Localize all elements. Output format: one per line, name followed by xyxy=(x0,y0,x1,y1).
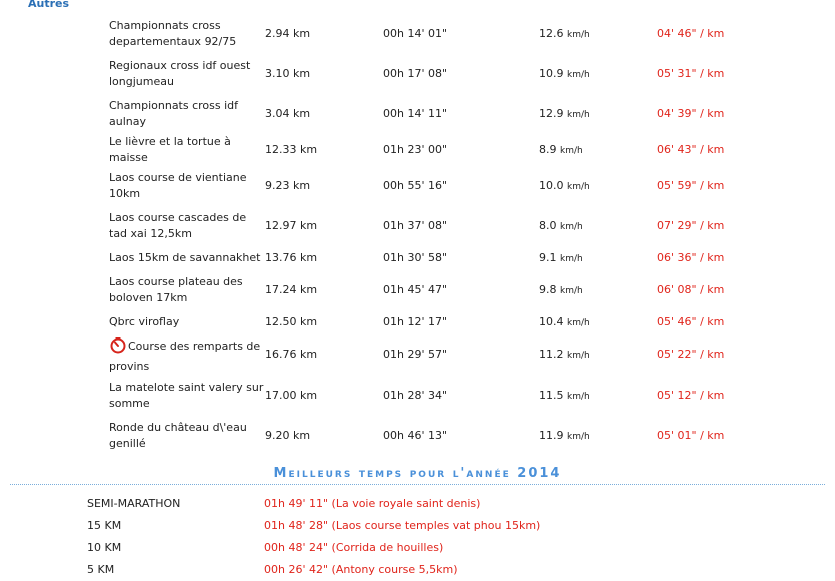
race-speed-value: 11.9 xyxy=(539,428,564,442)
race-time: 00h 17' 08" xyxy=(383,67,448,80)
race-speed xyxy=(539,54,657,94)
race-name-cell xyxy=(103,416,265,456)
race-row xyxy=(103,246,777,270)
race-speed-unit: km/h xyxy=(560,285,583,296)
race-speed xyxy=(539,310,657,334)
race-name-cell xyxy=(103,246,265,270)
race-time: 01h 30' 58" xyxy=(383,251,448,264)
race-name-cell xyxy=(103,134,265,166)
best-time-distance: 10 KM xyxy=(87,541,122,554)
race-speed xyxy=(539,14,657,54)
race-pace: 06' 36" / km xyxy=(657,251,725,264)
race-time: 00h 14' 01" xyxy=(383,27,448,40)
race-name-cell xyxy=(103,166,265,206)
race-name: La matelote saint valery sur somme xyxy=(109,381,264,410)
races-table xyxy=(103,14,777,456)
race-name: Championnats cross departementaux 92/75 xyxy=(109,19,237,48)
race-time: 01h 12' 17" xyxy=(383,315,448,328)
race-distance: 3.04 km xyxy=(265,107,311,120)
race-row xyxy=(103,270,777,310)
race-distance: 12.33 km xyxy=(265,143,318,156)
best-times-title-text: Meilleurs temps pour l'année 2014 xyxy=(273,466,562,481)
race-row xyxy=(103,14,777,54)
race-speed-value: 8.9 xyxy=(539,142,557,156)
race-row xyxy=(103,134,777,166)
race-name: Championnats cross idf aulnay xyxy=(109,99,239,128)
race-name: Le lièvre et la tortue à maisse xyxy=(109,135,231,164)
race-speed-value: 10.0 xyxy=(539,178,564,192)
race-pace: 06' 08" / km xyxy=(657,283,725,296)
best-time-row xyxy=(0,562,835,578)
best-time-result: 01h 48' 28" (Laos course temples vat phou 15km) xyxy=(264,519,541,532)
race-distance: 12.50 km xyxy=(265,315,318,328)
stopwatch-icon xyxy=(109,336,127,359)
race-name: Laos course plateau des boloven 17km xyxy=(109,275,243,304)
race-speed-value: 9.8 xyxy=(539,282,557,296)
race-name-cell xyxy=(103,334,265,376)
race-time: 01h 45' 47" xyxy=(383,283,448,296)
race-pace: 05' 31" / km xyxy=(657,67,725,80)
section-title-autres: Autres xyxy=(28,0,70,10)
race-time: 01h 28' 34" xyxy=(383,389,448,402)
best-time-distance: 5 KM xyxy=(87,563,115,576)
best-time-row xyxy=(0,496,835,512)
race-distance: 9.20 km xyxy=(265,429,311,442)
race-distance: 17.00 km xyxy=(265,389,318,402)
race-row xyxy=(103,166,777,206)
race-speed xyxy=(539,334,657,376)
race-speed-unit: km/h xyxy=(567,109,590,120)
race-speed-value: 10.4 xyxy=(539,314,564,328)
race-distance: 2.94 km xyxy=(265,27,311,40)
race-pace: 06' 43" / km xyxy=(657,143,725,156)
race-speed-unit: km/h xyxy=(567,317,590,328)
race-speed-value: 11.5 xyxy=(539,388,564,402)
race-speed xyxy=(539,94,657,134)
race-speed xyxy=(539,206,657,246)
race-time: 00h 55' 16" xyxy=(383,179,448,192)
best-time-row xyxy=(0,518,835,534)
race-row xyxy=(103,94,777,134)
race-name-cell xyxy=(103,206,265,246)
race-speed xyxy=(539,376,657,416)
best-times-divider xyxy=(10,484,825,485)
race-row xyxy=(103,310,777,334)
race-name: Qbrc viroflay xyxy=(109,315,180,328)
race-distance: 13.76 km xyxy=(265,251,318,264)
best-time-distance: SEMI-MARATHON xyxy=(87,497,181,510)
race-speed-unit: km/h xyxy=(567,391,590,402)
best-time-row xyxy=(0,540,835,556)
race-distance: 16.76 km xyxy=(265,348,318,361)
race-speed-unit: km/h xyxy=(560,221,583,232)
best-time-result: 01h 49' 11" (La voie royale saint denis) xyxy=(264,497,481,510)
best-time-result: 00h 48' 24" (Corrida de houilles) xyxy=(264,541,444,554)
race-pace: 05' 12" / km xyxy=(657,389,725,402)
race-speed xyxy=(539,134,657,166)
race-name: Regionaux cross idf ouest longjumeau xyxy=(109,59,251,88)
race-pace: 04' 39" / km xyxy=(657,107,725,120)
race-speed-value: 12.6 xyxy=(539,26,564,40)
race-pace: 04' 46" / km xyxy=(657,27,725,40)
race-speed xyxy=(539,416,657,456)
race-speed xyxy=(539,246,657,270)
race-name-cell xyxy=(103,310,265,334)
race-speed-value: 12.9 xyxy=(539,106,564,120)
race-name-cell xyxy=(103,94,265,134)
race-pace: 05' 46" / km xyxy=(657,315,725,328)
race-pace: 05' 22" / km xyxy=(657,348,725,361)
race-row xyxy=(103,334,777,376)
races-table-body xyxy=(103,14,777,456)
race-speed-value: 8.0 xyxy=(539,218,557,232)
race-time: 00h 14' 11" xyxy=(383,107,448,120)
race-name: Laos course de vientiane 10km xyxy=(109,171,247,200)
race-speed-value: 9.1 xyxy=(539,250,557,264)
best-time-distance: 15 KM xyxy=(87,519,122,532)
race-distance: 9.23 km xyxy=(265,179,311,192)
race-name: Course des remparts de provins xyxy=(109,339,261,373)
race-speed-unit: km/h xyxy=(560,145,583,156)
race-name-cell xyxy=(103,14,265,54)
race-speed-unit: km/h xyxy=(567,181,590,192)
race-pace: 05' 59" / km xyxy=(657,179,725,192)
race-name: Laos 15km de savannakhet xyxy=(109,251,261,264)
race-speed xyxy=(539,270,657,310)
race-name-cell xyxy=(103,54,265,94)
race-time: 00h 46' 13" xyxy=(383,429,448,442)
race-time: 01h 29' 57" xyxy=(383,348,448,361)
race-distance: 17.24 km xyxy=(265,283,318,296)
race-speed-value: 10.9 xyxy=(539,66,564,80)
race-distance: 12.97 km xyxy=(265,219,318,232)
race-speed-unit: km/h xyxy=(560,253,583,264)
race-speed-value: 11.2 xyxy=(539,347,564,361)
race-pace: 05' 01" / km xyxy=(657,429,725,442)
race-row xyxy=(103,416,777,456)
race-speed xyxy=(539,166,657,206)
race-speed-unit: km/h xyxy=(567,29,590,40)
race-name: Laos course cascades de tad xai 12,5km xyxy=(109,211,247,240)
race-time: 01h 37' 08" xyxy=(383,219,448,232)
race-name-cell xyxy=(103,376,265,416)
race-name: Ronde du château d\'eau genillé xyxy=(109,421,247,450)
race-distance: 3.10 km xyxy=(265,67,311,80)
race-row xyxy=(103,376,777,416)
best-time-result: 00h 26' 42" (Antony course 5,5km) xyxy=(264,563,458,576)
race-speed-unit: km/h xyxy=(567,431,590,442)
race-row xyxy=(103,206,777,246)
best-times-title xyxy=(0,466,835,481)
race-row xyxy=(103,54,777,94)
race-name-cell xyxy=(103,270,265,310)
race-speed-unit: km/h xyxy=(567,350,590,361)
race-speed-unit: km/h xyxy=(567,69,590,80)
race-pace: 07' 29" / km xyxy=(657,219,725,232)
race-time: 01h 23' 00" xyxy=(383,143,448,156)
